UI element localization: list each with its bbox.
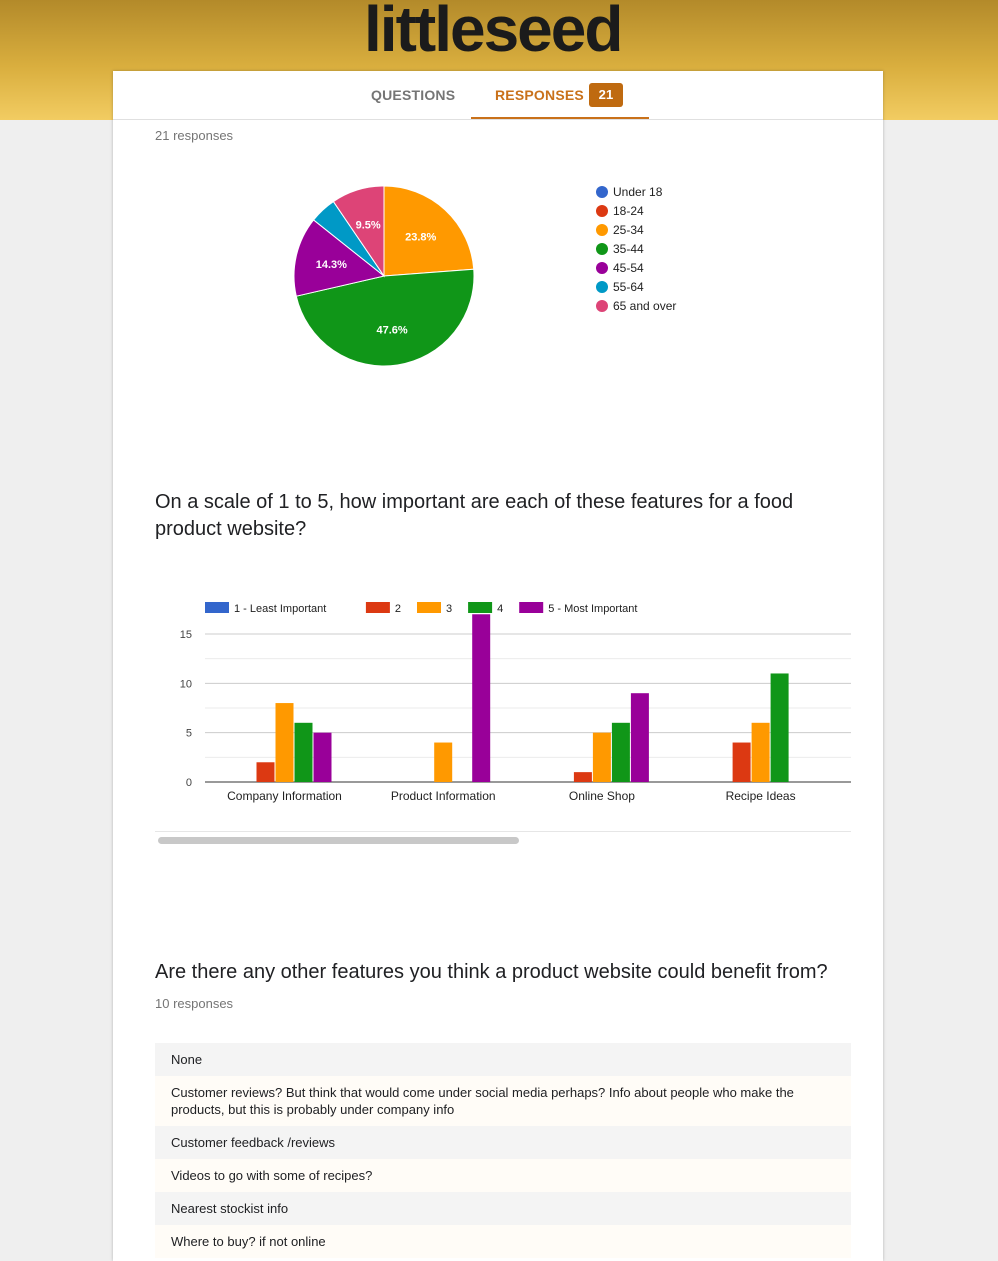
features-bar-chart xyxy=(155,591,855,811)
response-row xyxy=(155,1192,851,1225)
tab-bar xyxy=(113,71,883,120)
legend-color-swatch xyxy=(596,186,608,198)
legend-label: 45-54 xyxy=(613,261,644,275)
legend-color-swatch xyxy=(596,262,608,274)
age-pie-chart xyxy=(289,181,479,371)
pie-slice-label: 47.6% xyxy=(376,324,408,337)
bar-3-1 xyxy=(733,743,751,782)
bar-2-1 xyxy=(574,772,592,782)
features-question-title: On a scale of 1 to 5, how important are each of these features for a food product website? xyxy=(155,491,794,540)
legend-color-swatch xyxy=(596,224,608,236)
other-features-responses-count: 10 responses xyxy=(155,996,234,1011)
legend-color-swatch xyxy=(596,243,608,255)
x-category-label: Recipe Ideas xyxy=(725,789,796,803)
bar-legend-swatch xyxy=(468,602,492,613)
bar-3-3 xyxy=(771,673,789,782)
response-row xyxy=(155,1159,851,1192)
bar-1-2 xyxy=(434,743,452,782)
bar-0-3 xyxy=(295,723,313,782)
bar-legend-swatch xyxy=(366,602,390,613)
bar-2-2 xyxy=(593,733,611,782)
bar-legend-label: 2 xyxy=(394,603,402,615)
legend-label: 18-24 xyxy=(613,204,644,218)
bar-2-4 xyxy=(631,693,649,782)
legend-color-swatch xyxy=(596,281,608,293)
responses-count-badge: 21 xyxy=(589,83,623,107)
response-text: Nearest stockist info xyxy=(171,1201,289,1216)
chart-scrollbar-thumb[interactable] xyxy=(158,837,519,844)
bar-legend-label: 4 xyxy=(497,603,504,615)
y-tick-label: 5 xyxy=(185,727,192,740)
bar-legend-label: 3 xyxy=(446,603,453,615)
legend-label: Under 18 xyxy=(613,185,663,199)
response-text: None xyxy=(171,1052,203,1067)
bar-legend-swatch xyxy=(417,602,441,613)
legend-color-swatch xyxy=(596,300,608,312)
bar-legend-swatch xyxy=(519,602,543,613)
pie-slice-label: 9.5% xyxy=(355,219,381,232)
pie-slice-label: 23.8% xyxy=(405,231,437,244)
bar-0-2 xyxy=(276,703,294,782)
tab-responses[interactable] xyxy=(471,71,649,119)
legend-label: 35-44 xyxy=(613,242,644,256)
response-row xyxy=(155,1043,851,1076)
response-text: Where to buy? if not online xyxy=(171,1234,326,1249)
responses-card xyxy=(113,71,883,1261)
tab-questions[interactable]: QUESTIONS xyxy=(371,87,456,103)
bar-legend-label: 5 - Most Important xyxy=(548,603,638,615)
response-row xyxy=(155,1126,851,1159)
bar-2-3 xyxy=(612,723,630,782)
x-category-label: Online Shop xyxy=(568,789,635,803)
bar-0-1 xyxy=(257,762,275,782)
x-category-label: Product Information xyxy=(390,789,496,803)
legend-label: 55-64 xyxy=(613,280,644,294)
other-features-question-title: Are there any other features you think a product website could benefit from? xyxy=(155,961,828,983)
pie-slice-label: 14.3% xyxy=(315,259,347,272)
chart-scrollbar[interactable] xyxy=(155,831,851,848)
bar-0-4 xyxy=(314,733,332,782)
bar-3-2 xyxy=(752,723,770,782)
legend-label: 65 and over xyxy=(613,299,677,313)
response-row xyxy=(155,1076,851,1126)
y-tick-label: 0 xyxy=(185,777,192,789)
legend-color-swatch xyxy=(596,205,608,217)
age-responses-count: 21 responses xyxy=(155,128,234,143)
x-category-label: Company Information xyxy=(227,789,342,803)
littleseed-logo: littleseed xyxy=(364,0,622,65)
response-text: Customer feedback /reviews xyxy=(171,1135,336,1150)
tab-responses-label: RESPONSES xyxy=(495,87,584,103)
bar-legend-label: 1 - Least Important xyxy=(234,603,327,615)
bar-1-4 xyxy=(472,614,490,782)
legend-label: 25-34 xyxy=(613,223,644,237)
y-tick-label: 15 xyxy=(179,629,192,641)
response-text: Videos to go with some of recipes? xyxy=(171,1168,373,1183)
response-text: Customer reviews? But think that would come under social media perhaps? Info about people who make the products, but this is probably under company info xyxy=(171,1085,794,1117)
bar-legend-swatch xyxy=(205,602,229,613)
y-tick-label: 10 xyxy=(179,678,192,691)
response-row xyxy=(155,1225,851,1258)
